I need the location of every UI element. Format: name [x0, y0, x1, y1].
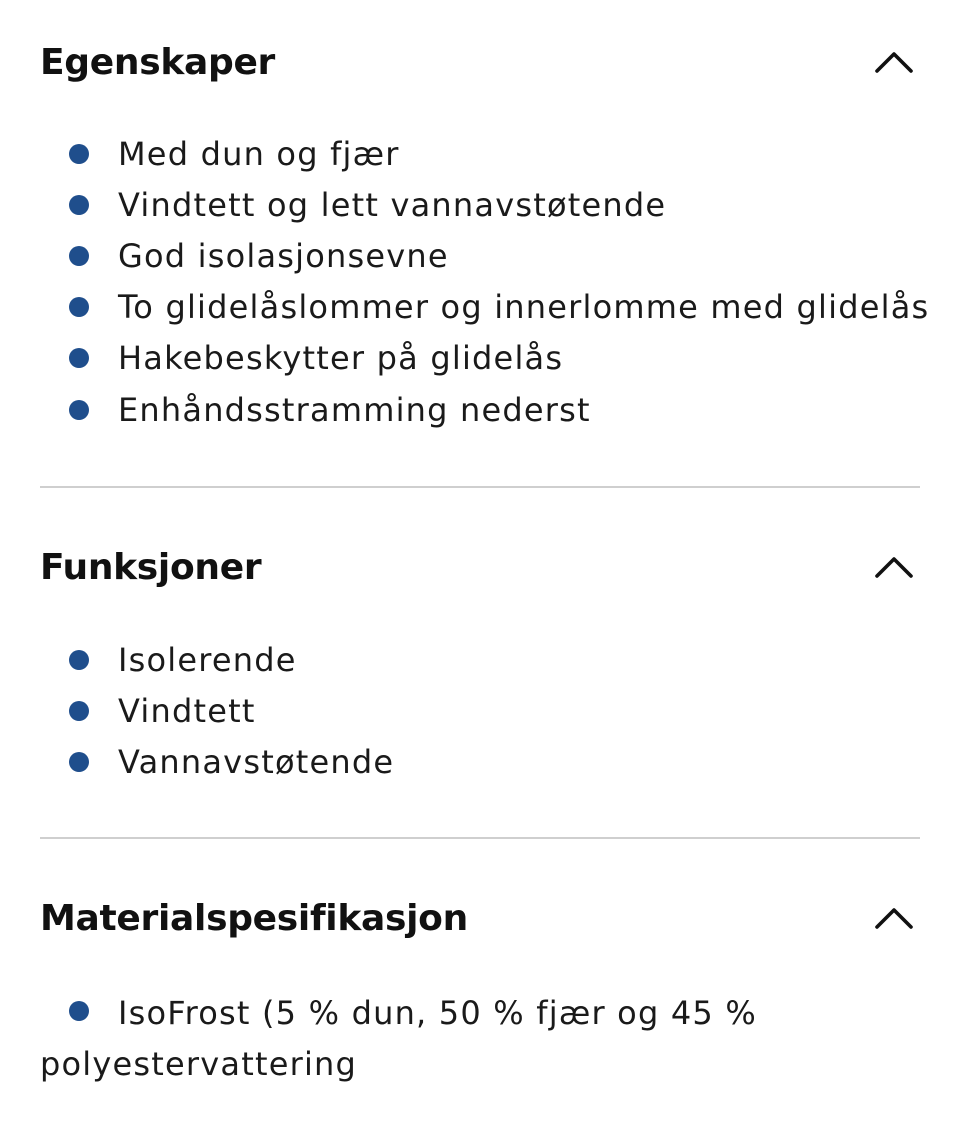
list-item: [40, 128, 929, 179]
section-divider: [40, 837, 920, 839]
list-item-label: Vindtett: [118, 691, 256, 730]
list-item: [40, 736, 394, 787]
list-item: [40, 333, 929, 384]
list-item: [40, 634, 394, 685]
list-item-label: God isolasjonsevne: [118, 236, 449, 275]
section-header-egenskaper[interactable]: [40, 40, 920, 84]
chevron-up-icon[interactable]: [872, 896, 916, 940]
section-header-materialspesifikasjon[interactable]: [40, 896, 920, 940]
bullet-dot-icon: [69, 752, 89, 772]
bullet-dot-icon: [69, 297, 89, 317]
section-divider: [40, 486, 920, 488]
list-item: [40, 384, 929, 435]
list-item-label: Enhåndsstramming nederst: [118, 390, 591, 429]
chevron-up-icon[interactable]: [872, 40, 916, 84]
material-spec-label: IsoFrost (5 % dun, 50 % fjær og 45 % polyestervattering: [40, 994, 757, 1083]
list-item-label: Vannavstøtende: [118, 742, 395, 781]
list-item: [40, 179, 929, 230]
bullet-dot-icon: [69, 650, 89, 670]
bullet-dot-icon: [69, 348, 89, 368]
section-header-funksjoner[interactable]: [40, 545, 920, 589]
bullet-dot-icon: [69, 701, 89, 721]
list-item-label: Med dun og fjær: [118, 134, 400, 173]
list-item-label: Hakebeskytter på glidelås: [118, 339, 564, 378]
section-title: Materialspesifikasjon: [40, 897, 468, 939]
list-item: [40, 230, 929, 281]
bullet-dot-icon: [69, 246, 89, 266]
bullet-dot-icon: [69, 195, 89, 215]
bullet-dot-icon: [69, 400, 89, 420]
list-item: [40, 282, 929, 333]
section-title: Funksjoner: [40, 546, 262, 588]
chevron-up-icon[interactable]: [872, 545, 916, 589]
list-item-label: Isolerende: [118, 640, 297, 679]
features-list: [40, 128, 929, 435]
functions-list: [40, 634, 394, 788]
material-spec-text: [40, 988, 920, 1090]
bullet-dot-icon: [69, 144, 89, 164]
section-title: Egenskaper: [40, 41, 276, 83]
list-item-label: Vindtett og lett vannavstøtende: [118, 185, 667, 224]
list-item: [40, 685, 394, 736]
bullet-dot-icon: [69, 1001, 89, 1021]
list-item-label: To glidelåslommer og innerlomme med glidelås: [118, 288, 930, 327]
